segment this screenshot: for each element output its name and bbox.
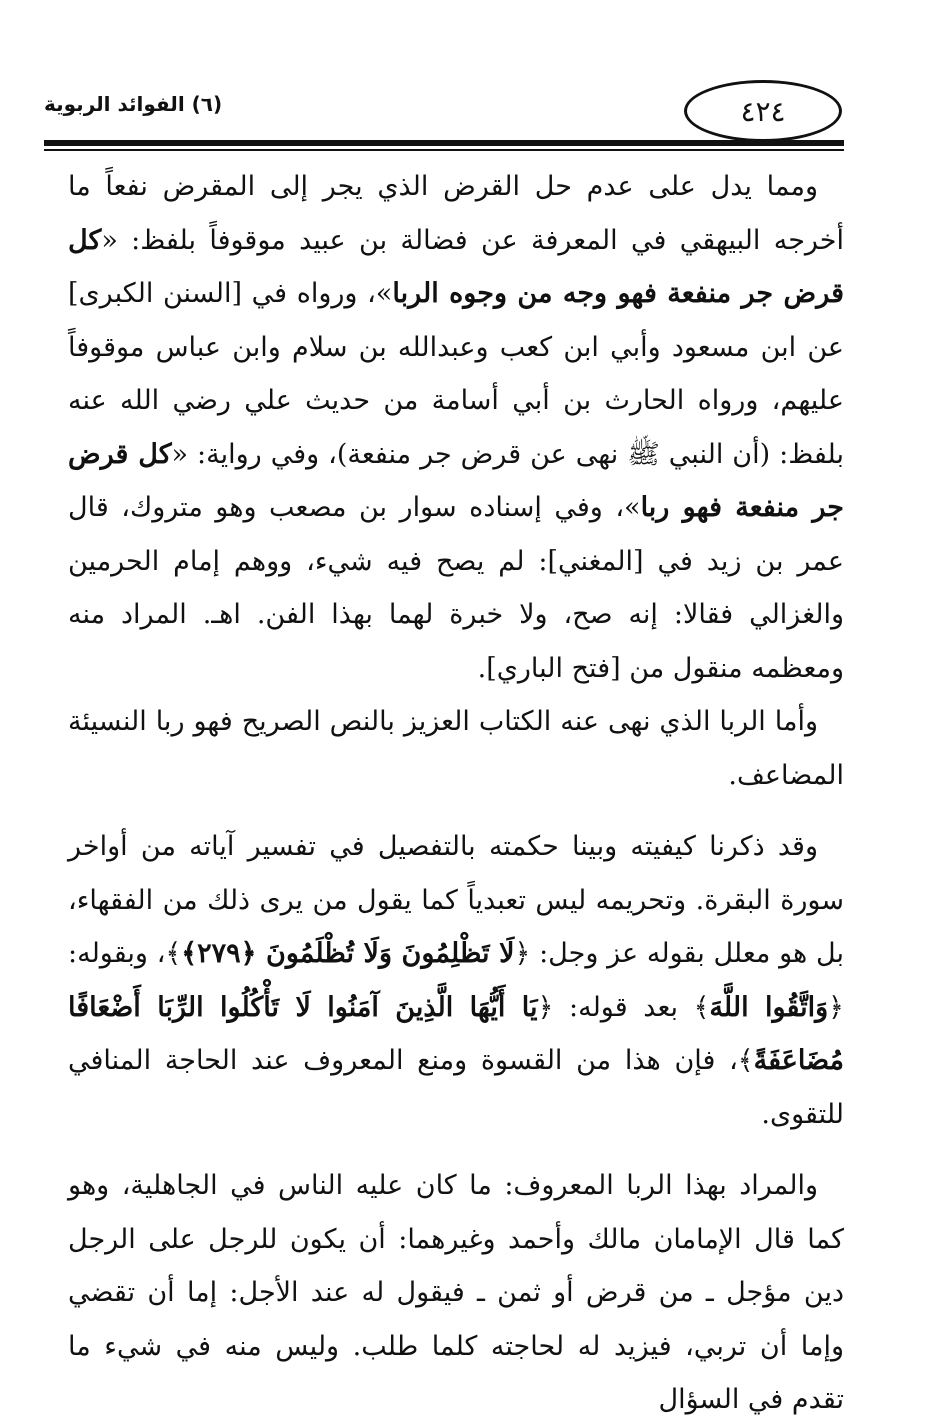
paragraph-jahiliyya	[68, 1159, 844, 1427]
header-rule-thick	[44, 140, 844, 146]
paragraph-hadith	[68, 160, 844, 695]
quran-verse: وَاتَّقُوا اللَّهَ	[709, 991, 829, 1023]
hadith-quote: كل قرض جر منفعة فهو ربا	[68, 438, 844, 523]
text-run: ﴾ بعد قوله: ﴿	[537, 991, 710, 1023]
text-run: والمراد بهذا الربا المعروف: ما كان عليه الناس في الجاهلية، وهو كما قال الإمامان مالك وأحمد وغيرهما: أن يكون للرجل على الرجل دين مؤجل ـ من قرض أو ثمن ـ فيقول له عند الأجل: إما أن تقضي وإما أن تربي، فيزيد له لحاجته كلما طلب. وليس منه في شيء ما تقدم في السؤال	[68, 1170, 844, 1415]
text-run: وقد ذكرنا كيفيته وبينا حكمته بالتفصيل في تفسير آياته من أواخر سورة البقرة. وتحريمه ليس تعبدياً كما يقول من يرى ذلك من الفقهاء، بل هو معلل بقوله عز وجل: ﴿	[68, 831, 844, 969]
text-run: »، وفي إسناده سوار بن مصعب وهو متروك، قال عمر بن زيد في [المغني]: لم يصح فيه شيء، ووهم إمام الحرمين والغزالي فقالا: إنه صح، ولا خبرة لهما بهذا الفن. اهـ. المراد منه ومعظمه منقول من [فتح الباري].	[68, 492, 844, 684]
body-text	[68, 160, 844, 1427]
hadith-quote: كل قرض جر منفعة فهو وجه من وجوه الربا	[68, 224, 844, 309]
text-run: وأما الربا الذي نهى عنه الكتاب العزيز بالنص الصريح فهو ربا النسيئة المضاعف.	[68, 706, 844, 791]
page-number: ٤٢٤	[684, 80, 842, 142]
quran-verse: يَا أَيُّهَا الَّذِينَ آمَنُوا لَا تَأْكُلُوا الرِّبَا أَضْعَافًا مُضَاعَفَةً	[68, 991, 844, 1076]
running-title: (٦) الفوائد الربوية	[44, 92, 223, 116]
quran-verse: لَا تَظْلِمُونَ وَلَا تُظْلَمُونَ ﴿٢٧٩﴾	[181, 938, 515, 969]
text-run: »، ورواه في [السنن الكبرى] عن ابن مسعود وأبي ابن كعب وعبدالله بن سلام وابن عباس موقوفاً عليهم، ورواه الحارث بن أبي أسامة من حديث علي رضي الله عنه بلفظ: (أن النبي ﷺ نهى عن قرض جر منفعة)، وفي رواية: «	[68, 278, 844, 470]
paragraph-hikma	[68, 820, 844, 1141]
text-run: ومما يدل على عدم حل القرض الذي يجر إلى المقرض نفعاً ما أخرجه البيهقي في المعرفة عن فضالة بن عبيد موقوفاً بلفظ: «	[68, 171, 844, 256]
text-run: ﴾، فإن هذا من القسوة ومنع المعروف عند الحاجة المنافي للتقوى.	[68, 1045, 844, 1130]
header-rule-thin	[44, 149, 844, 151]
text-run: ﴾، وبقوله: ﴿	[68, 938, 844, 1023]
paragraph-riba-nasiah	[68, 695, 844, 802]
